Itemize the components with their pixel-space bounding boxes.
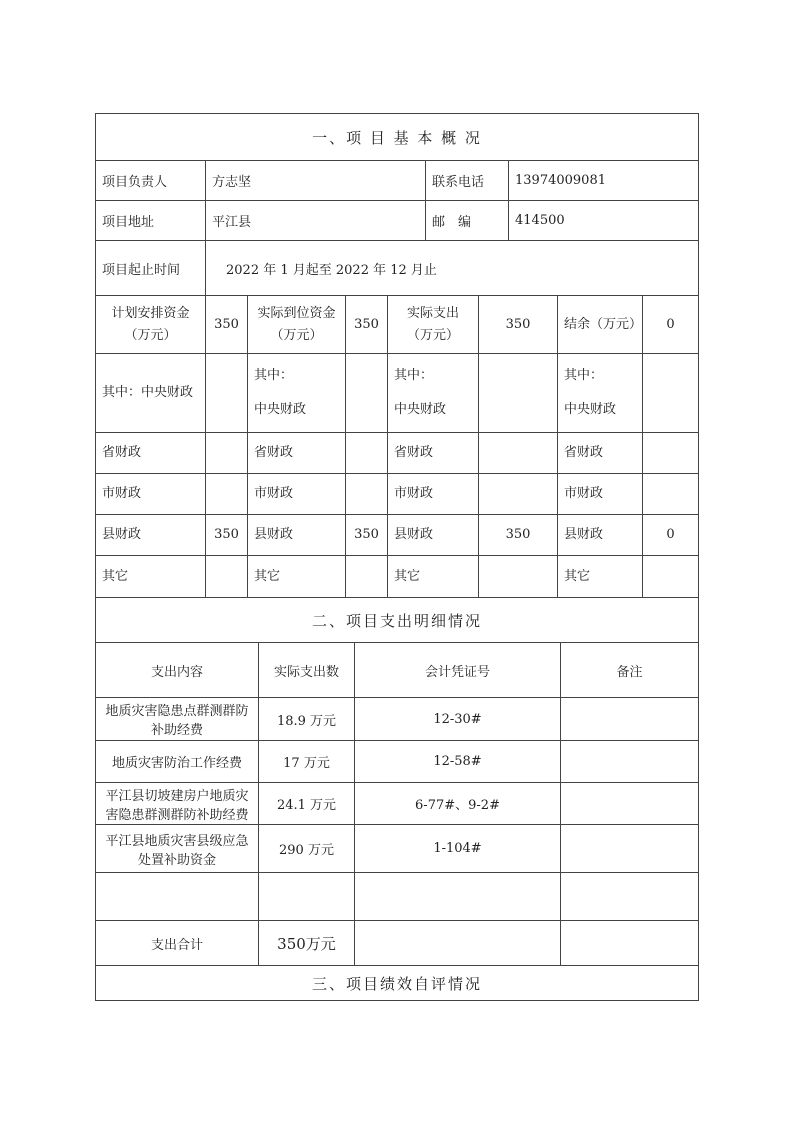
total-label: 支出合计 — [96, 921, 259, 966]
of-which-label: 其中： — [394, 368, 434, 383]
balance-value: 0 — [643, 296, 699, 354]
period-label: 项目起止时间 — [96, 241, 206, 296]
section2-title: 二、项目支出明细情况 — [96, 598, 699, 643]
address-label: 项目地址 — [96, 201, 206, 241]
planned-value: 350 — [206, 296, 248, 354]
address-value: 平江县 — [206, 201, 426, 241]
county-balance: 0 — [643, 515, 699, 556]
other-label: 其它 — [248, 556, 346, 598]
received-label: 实际到位资金 — [257, 305, 336, 321]
planned-label: 计划安排资金 — [111, 305, 190, 321]
county-label: 县财政 — [96, 515, 206, 556]
city-label: 市财政 — [558, 474, 643, 515]
row-amount: 18.9 万元 — [259, 698, 355, 741]
row-amount: 17 万元 — [259, 741, 355, 783]
of-which-central-label: 其中：中央财政 — [96, 354, 206, 433]
other-label: 其它 — [388, 556, 479, 598]
header-amount: 实际支出数 — [259, 643, 355, 698]
empty-row — [96, 873, 699, 921]
planned-unit: （万元） — [124, 327, 177, 343]
row-voucher: 1-104# — [355, 825, 561, 873]
table-row — [96, 741, 699, 783]
row-voucher: 12-30# — [355, 698, 561, 741]
other-label: 其它 — [558, 556, 643, 598]
balance-label: 结余（万元） — [558, 296, 643, 354]
phone-value: 13974009081 — [509, 161, 699, 201]
county-planned: 350 — [206, 515, 248, 556]
header-content: 支出内容 — [96, 643, 259, 698]
row-content: 平江县切坡建房户地质灾害隐患群测群防补助经费 — [96, 783, 259, 825]
county-label: 县财政 — [558, 515, 643, 556]
provincial-label: 省财政 — [248, 433, 346, 474]
city-label: 市财政 — [388, 474, 479, 515]
header-note: 备注 — [561, 643, 699, 698]
postcode-label: 邮 编 — [426, 201, 509, 241]
row-content: 地质灾害隐患点群测群防补助经费 — [96, 698, 259, 741]
spent-value: 350 — [479, 296, 558, 354]
row-content: 平江县地质灾害县级应急处置补助资金 — [96, 825, 259, 873]
city-label: 市财政 — [248, 474, 346, 515]
central-label: 中央财政 — [254, 402, 307, 417]
total-value: 350万元 — [259, 921, 355, 966]
row-note — [561, 825, 699, 873]
of-which-label: 其中： — [254, 368, 294, 383]
received-value: 350 — [346, 296, 388, 354]
row-note — [561, 698, 699, 741]
table-row — [96, 698, 699, 741]
postcode-value: 414500 — [509, 201, 699, 241]
county-received: 350 — [346, 515, 388, 556]
received-unit: （万元） — [270, 327, 323, 343]
of-which-label: 其中： — [564, 368, 604, 383]
provincial-label: 省财政 — [558, 433, 643, 474]
section1-title: 一、项 目 基 本 概 况 — [96, 114, 699, 161]
county-spent: 350 — [479, 515, 558, 556]
county-label: 县财政 — [388, 515, 479, 556]
central-label: 中央财政 — [564, 402, 617, 417]
header-voucher: 会计凭证号 — [355, 643, 561, 698]
row-amount: 290 万元 — [259, 825, 355, 873]
expenditure-table — [95, 597, 699, 1001]
section3-title: 三、项目绩效自评情况 — [96, 966, 699, 1001]
provincial-label: 省财政 — [96, 433, 206, 474]
basic-info-table — [95, 113, 699, 296]
city-label: 市财政 — [96, 474, 206, 515]
other-label: 其它 — [96, 556, 206, 598]
spent-label: 实际支出 — [406, 305, 459, 321]
table-row — [96, 825, 699, 873]
funding-table — [95, 295, 699, 598]
row-voucher: 12-58# — [355, 741, 561, 783]
leader-value: 方志坚 — [206, 161, 426, 201]
row-note — [561, 783, 699, 825]
row-amount: 24.1 万元 — [259, 783, 355, 825]
provincial-label: 省财政 — [388, 433, 479, 474]
leader-label: 项目负责人 — [96, 161, 206, 201]
table-row — [96, 783, 699, 825]
spent-unit: （万元） — [406, 327, 459, 343]
row-note — [561, 741, 699, 783]
central-label: 中央财政 — [394, 402, 447, 417]
period-value: 2022 年 1 月起至 2022 年 12 月止 — [206, 241, 699, 296]
phone-label: 联系电话 — [426, 161, 509, 201]
county-label: 县财政 — [248, 515, 346, 556]
row-content: 地质灾害防治工作经费 — [96, 741, 259, 783]
row-voucher: 6-77#、9-2# — [355, 783, 561, 825]
